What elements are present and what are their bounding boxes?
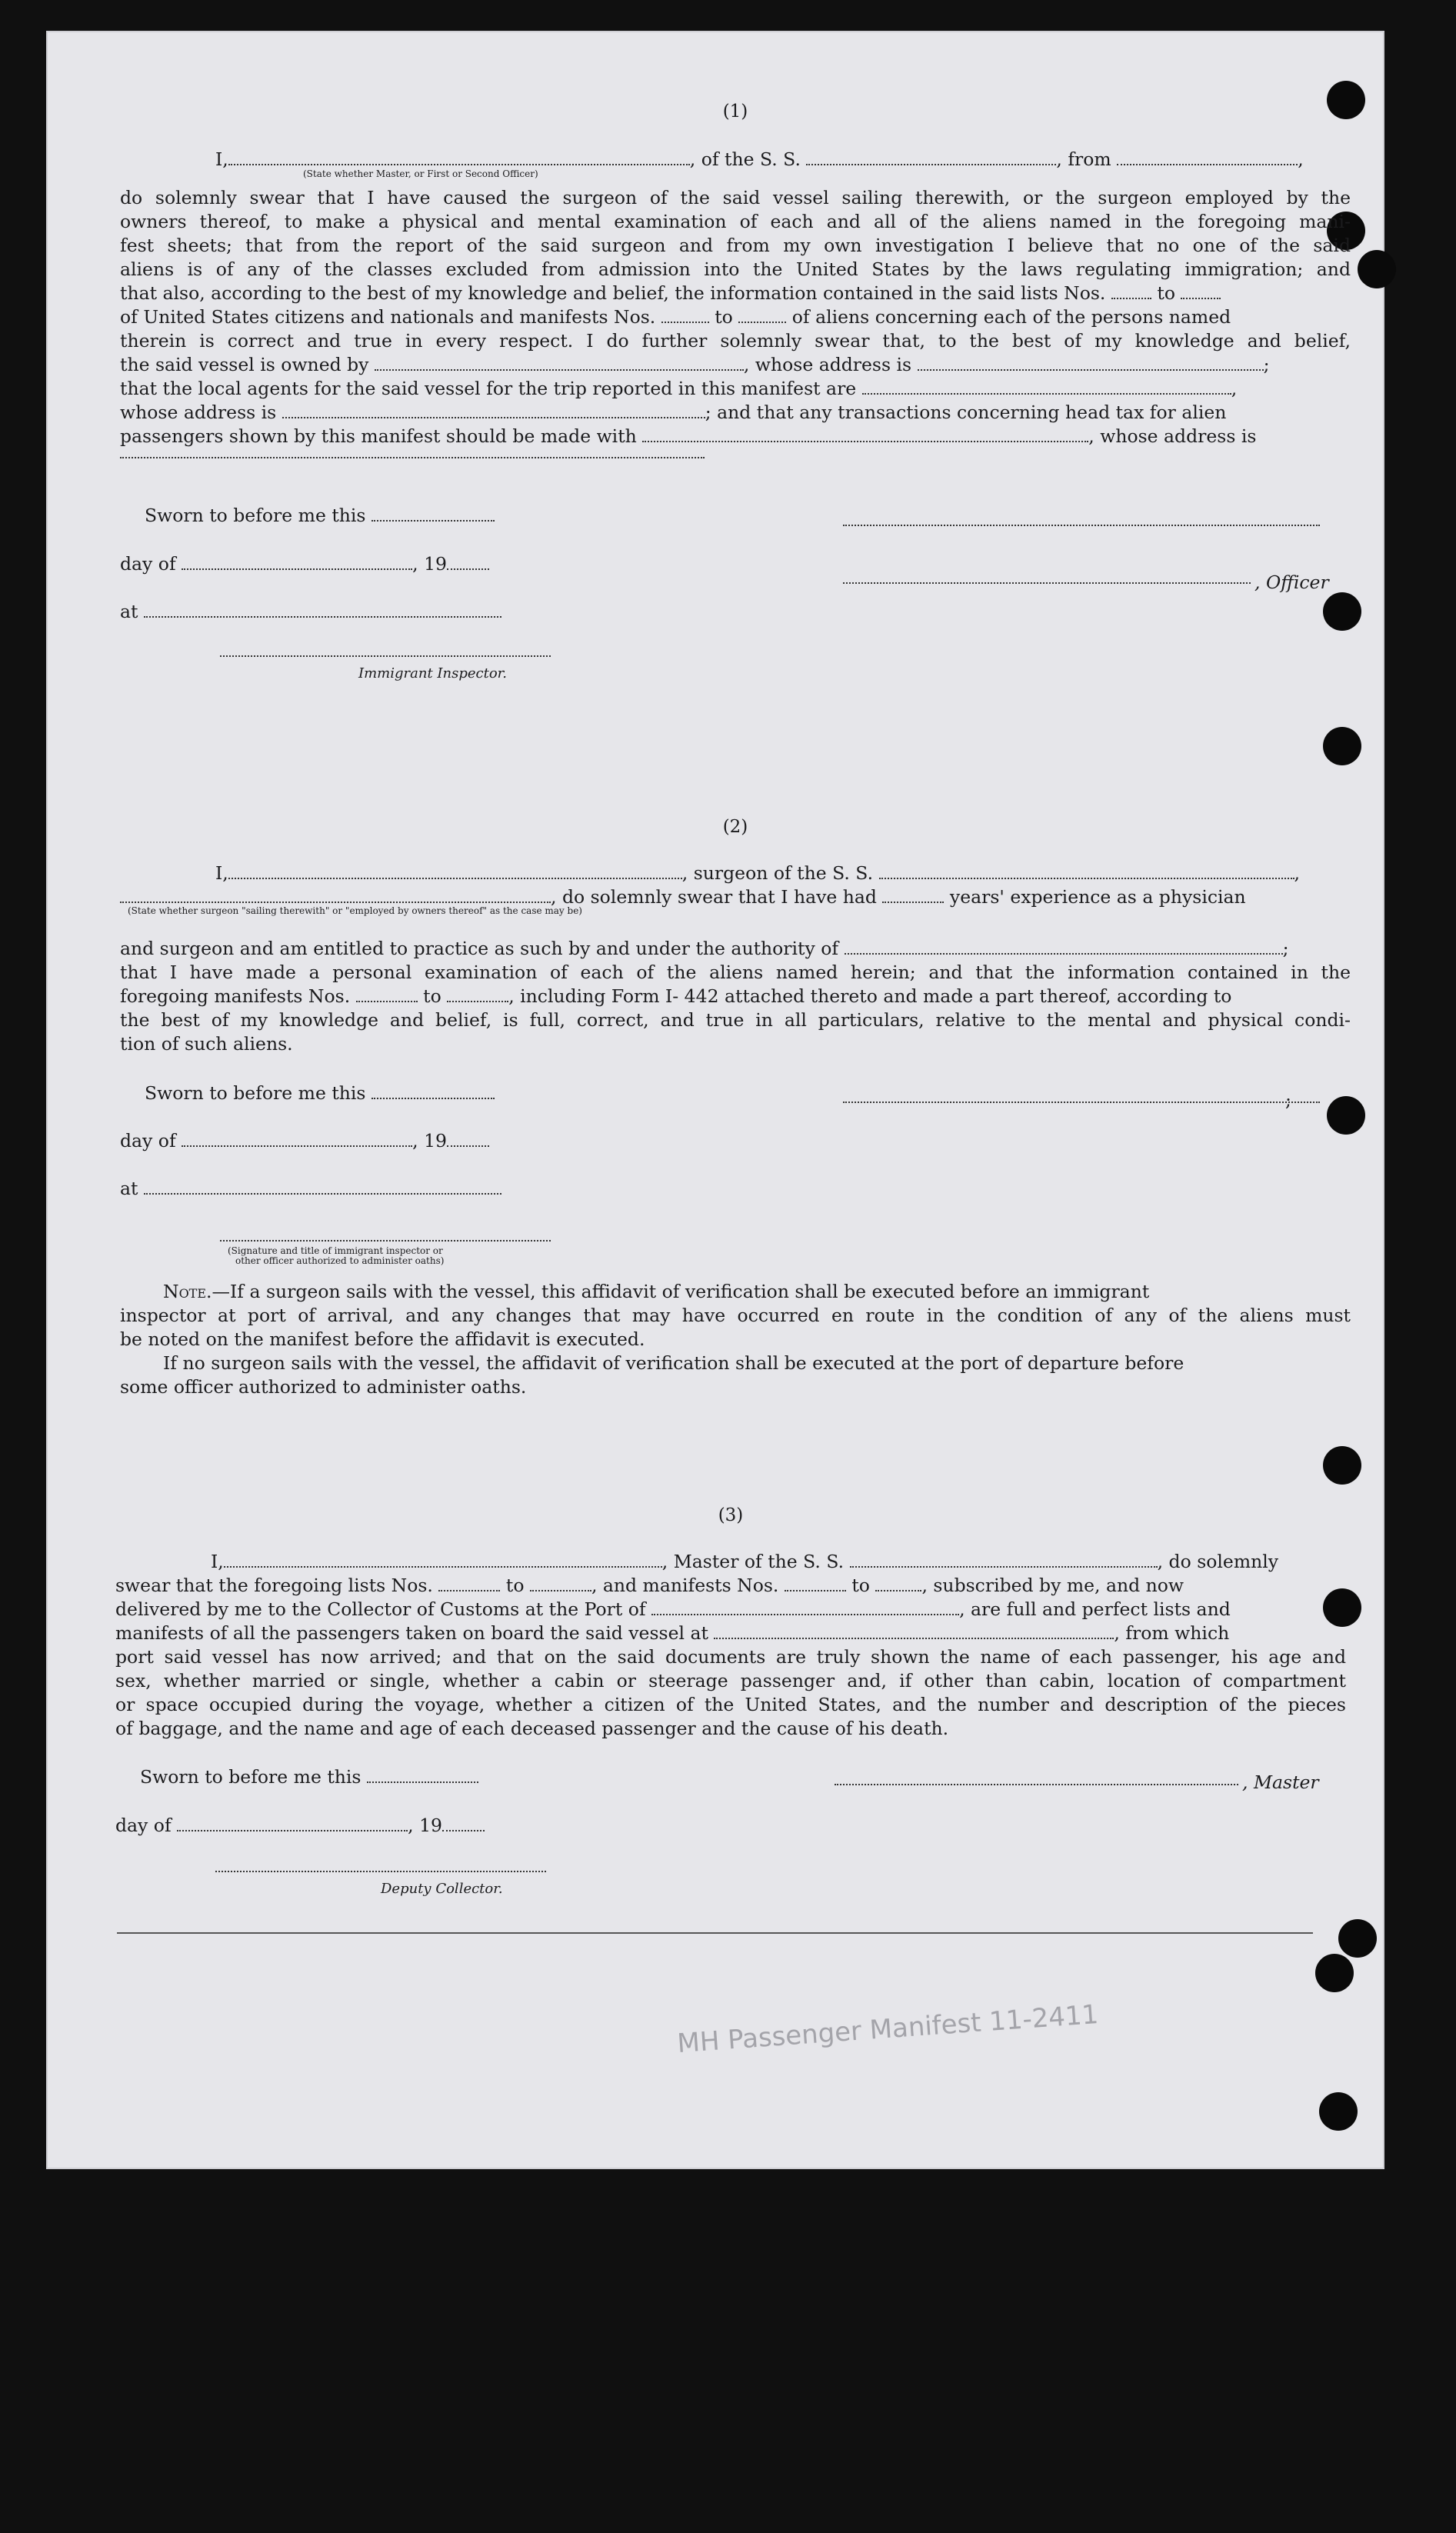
master-label: , Master xyxy=(1242,1771,1319,1793)
oath-line: I, , surgeon of the S. S. , xyxy=(215,862,1301,884)
oath-text: that the local agents for the said vessel for the trip reported in this manifest are , xyxy=(120,378,1238,399)
master-name-field[interactable] xyxy=(224,1551,662,1568)
oath-text: the best of my knowledge and belief, is full, correct, and true in all particulars, relative to the mental and physical condi- xyxy=(120,1009,1351,1031)
officer-name-field[interactable] xyxy=(228,148,690,165)
semicolon-mark: ; xyxy=(1285,1089,1291,1111)
oath-text: foregoing manifests Nos. to , including Form I- 442 attached thereto and made a part thereof, according to xyxy=(120,985,1232,1007)
date-line: day of , 19 xyxy=(120,1129,1351,1154)
agents-address-field[interactable] xyxy=(282,402,705,418)
oath-text: manifests of all the passengers taken on board the said vessel at , from which xyxy=(115,1622,1230,1644)
note-text: Note.—If a surgeon sails with the vessel, this affidavit of verification shall be executed before an immigrant xyxy=(163,1281,1150,1302)
list-no-field[interactable] xyxy=(1111,282,1151,299)
collector-signature-line xyxy=(215,1869,546,1872)
inspector-label: Immigrant Inspector. xyxy=(358,665,508,682)
oath-text: passengers shown by this manifest should be made with , whose address is xyxy=(120,425,1257,447)
oath-line: , do solemnly swear that I have had years' experience as a physician xyxy=(120,885,1351,910)
place-line: at xyxy=(120,1177,1351,1202)
sworn-date-field[interactable] xyxy=(371,1082,495,1099)
oath-text: port said vessel has now arrived; and that on the said documents are truly shown the name of each passenger, his age and xyxy=(115,1646,1346,1668)
surgeon-status-field[interactable] xyxy=(120,886,551,903)
year-field[interactable] xyxy=(447,553,489,570)
inspector-signature-line xyxy=(220,1238,551,1242)
punch-hole xyxy=(1358,250,1396,288)
list-no-field[interactable] xyxy=(1181,282,1221,299)
oath-text: swear that the foregoing lists Nos. to , and manifests Nos. to , subscribed by me, and now xyxy=(115,1575,1184,1596)
oath-text: or space occupied during the voyage, whether a citizen of the United States, and the number and description of the pieces xyxy=(115,1694,1346,1715)
note-text: some officer authorized to administer oaths. xyxy=(120,1376,527,1398)
oath-text: that also, according to the best of my knowledge and belief, the information contained in the said lists Nos. to xyxy=(120,282,1351,306)
oath-text: of baggage, and the name and age of each deceased passenger and the cause of his death. xyxy=(115,1718,949,1739)
manifest-no-field[interactable] xyxy=(356,985,418,1002)
note-text: If no surgeon sails with the vessel, the affidavit of verification shall be executed at the port of departure before xyxy=(163,1352,1184,1374)
note-text: inspector at port of arrival, and any changes that may have occurred en route in the condition of any of the aliens must xyxy=(120,1305,1351,1326)
place-field[interactable] xyxy=(144,1178,501,1195)
oath-text: whose address is ; and that any transactions concerning head tax for alien xyxy=(120,402,1227,423)
master-signature-line xyxy=(835,1782,1238,1785)
place-line: at xyxy=(120,600,1351,625)
year-field[interactable] xyxy=(447,1130,489,1147)
oath-text: of United States citizens and nationals and manifests Nos. to of aliens concerning each of the persons named xyxy=(120,306,1231,328)
oath-text: that I have made a personal examination of each of the aliens named herein; and that the information contained in the xyxy=(120,962,1351,983)
from-port-field[interactable] xyxy=(1117,148,1298,165)
day-field[interactable] xyxy=(177,1815,408,1831)
oath-text: tion of such aliens. xyxy=(120,1033,293,1055)
list-no-field[interactable] xyxy=(438,1575,500,1591)
bottom-rule xyxy=(117,1932,1313,1934)
punch-hole xyxy=(1338,1919,1377,1958)
oath-text: owners thereof, to make a physical and mental examination of each and all of the aliens named in the foregoing mani- xyxy=(120,211,1351,232)
sworn-line: Sworn to before me this xyxy=(120,1082,1351,1106)
list-no-field[interactable] xyxy=(530,1575,591,1591)
years-field[interactable] xyxy=(882,886,944,903)
field-note: (State whether Master, or First or Second Officer) xyxy=(303,168,538,179)
inspector-signature-line xyxy=(220,654,551,657)
date-line: day of , 19 xyxy=(120,552,1351,577)
section-number: (3) xyxy=(718,1505,744,1525)
day-field[interactable] xyxy=(182,1130,412,1147)
signature-line xyxy=(843,1100,1320,1103)
oath-text: aliens is of any of the classes excluded from admission into the United States by the laws regulating immigration; and xyxy=(120,258,1351,280)
ship-name-field[interactable] xyxy=(806,148,1056,165)
owner-field[interactable] xyxy=(375,354,744,371)
collector-label: Deputy Collector. xyxy=(381,1881,503,1897)
punch-hole xyxy=(1323,727,1361,765)
note-text: be noted on the manifest before the affidavit is executed. xyxy=(120,1328,645,1350)
signature-note: (Signature and title of immigrant inspector or xyxy=(228,1245,443,1256)
sworn-line: Sworn to before me this xyxy=(115,1765,1346,1790)
sworn-date-field[interactable] xyxy=(367,1766,478,1783)
manifest-no-field[interactable] xyxy=(661,306,709,323)
oath-text: therein is correct and true in every respect. I do further solemnly swear that, to the best of my knowledge and belief, xyxy=(120,330,1351,352)
oath-line: I, , of the S. S. , from , xyxy=(215,148,1304,170)
officer-signature-line xyxy=(843,581,1251,584)
address-line xyxy=(120,455,705,458)
ship-name-field[interactable] xyxy=(850,1551,1158,1568)
officer-label: , Officer xyxy=(1254,572,1329,593)
sworn-date-field[interactable] xyxy=(371,505,495,522)
manifest-no-field[interactable] xyxy=(875,1575,921,1591)
section-number: (1) xyxy=(722,102,748,122)
signature-note: other officer authorized to administer oaths) xyxy=(235,1255,445,1266)
manifest-no-field[interactable] xyxy=(785,1575,846,1591)
manifest-no-field[interactable] xyxy=(447,985,508,1002)
oath-text: sex, whether married or single, whether a cabin or steerage passenger and, if other than cabin, location of compartment xyxy=(115,1670,1346,1691)
signature-line xyxy=(843,523,1320,526)
field-note: (State whether surgeon "sailing therewith" or "employed by owners thereof" as the case may be) xyxy=(128,905,582,916)
oath-text: the said vessel is owned by , whose address is ; xyxy=(120,354,1270,375)
oath-line: I, , Master of the S. S. , do solemnly xyxy=(211,1551,1279,1572)
port-field[interactable] xyxy=(651,1598,959,1615)
embarkation-port-field[interactable] xyxy=(714,1622,1114,1639)
sworn-line: Sworn to before me this xyxy=(120,504,1351,528)
place-field[interactable] xyxy=(144,601,501,618)
oath-text: fest sheets; that from the report of the said surgeon and from my own investigation I believe that no one of the said xyxy=(120,235,1351,256)
oath-text: do solemnly swear that I have caused the surgeon of the said vessel sailing therewith, or the surgeon employed by the xyxy=(120,187,1351,208)
manifest-no-field[interactable] xyxy=(738,306,786,323)
owner-address-field[interactable] xyxy=(918,354,1264,371)
punch-hole xyxy=(1315,1954,1354,1992)
ship-name-field[interactable] xyxy=(879,862,1294,879)
authority-field[interactable] xyxy=(845,938,1283,955)
head-tax-contact-field[interactable] xyxy=(642,425,1088,442)
oath-text: and surgeon and am entitled to practice as such by and under the authority of ; xyxy=(120,938,1289,959)
date-line: day of , 19 xyxy=(115,1814,1346,1838)
agents-field[interactable] xyxy=(862,378,1231,395)
punch-hole xyxy=(1323,1446,1361,1485)
year-field[interactable] xyxy=(442,1815,485,1831)
oath-text: delivered by me to the Collector of Customs at the Port of , are full and perfect lists and xyxy=(115,1598,1231,1620)
handwritten-annotation: MH Passenger Manifest 11-2411 xyxy=(676,1998,1100,2060)
punch-hole xyxy=(1319,2092,1358,2131)
manifest-page xyxy=(46,31,1384,2169)
section-number: (2) xyxy=(722,817,748,837)
surgeon-name-field[interactable] xyxy=(228,862,682,879)
day-field[interactable] xyxy=(182,553,412,570)
